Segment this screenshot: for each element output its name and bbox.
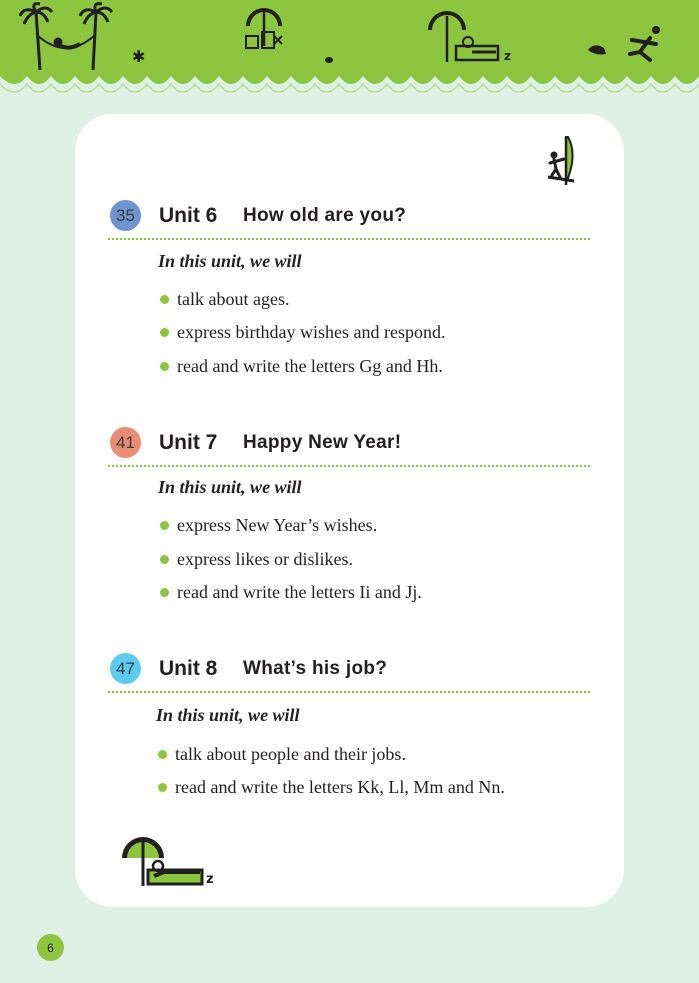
unit-8-section (108, 651, 590, 797)
bullet-icon (160, 295, 169, 304)
bullet-icon (160, 521, 169, 530)
unit-7-number: Unit 7 (159, 431, 218, 454)
bullet-icon (160, 362, 169, 371)
svg-text:z: z (206, 872, 214, 887)
unit-6-title: How old are you? (243, 205, 407, 226)
unit-8-goal-1: talk about people and their jobs. (158, 744, 406, 765)
unit-7-goal-2: express likes or dislikes. (160, 549, 353, 570)
unit-8-number: Unit 8 (159, 657, 218, 680)
bullet-icon (160, 328, 169, 337)
unit-6-section (108, 198, 590, 376)
unit-8-title: What’s his job? (243, 658, 388, 679)
unit-6-page-badge: 35 (110, 200, 141, 231)
bullet-icon (158, 783, 167, 792)
unit-7-section (108, 425, 590, 602)
unit-8-goal-2: read and write the letters Kk, Ll, Mm and Nn. (158, 777, 505, 798)
page-number: 6 (37, 934, 64, 961)
svg-text:z: z (504, 49, 511, 63)
unit-8-intro: In this unit, we will (156, 705, 300, 725)
bullet-icon (160, 588, 169, 597)
unit-6-goal-2: express birthday wishes and respond. (160, 322, 445, 343)
bullet-icon (158, 750, 167, 759)
unit-6-goal-3: read and write the letters Gg and Hh. (160, 356, 443, 377)
sunbather-umbrella-icon (120, 836, 220, 888)
unit-7-title: Happy New Year! (243, 432, 402, 453)
unit-7-goal-3: read and write the letters Ii and Jj. (160, 582, 422, 603)
unit-7-page-badge: 41 (110, 427, 141, 458)
unit-7-goal-1: express New Year’s wishes. (160, 515, 377, 536)
bullet-icon (160, 555, 169, 564)
windsurfer-icon (544, 135, 578, 189)
unit-6-header (108, 198, 590, 240)
unit-6-number: Unit 6 (159, 204, 218, 227)
beach-banner (0, 0, 699, 96)
unit-7-intro: In this unit, we will (158, 477, 302, 497)
unit-6-intro: In this unit, we will (158, 251, 302, 271)
unit-7-header (108, 425, 590, 467)
unit-6-goal-1: talk about ages. (160, 289, 289, 310)
unit-8-page-badge: 47 (110, 653, 141, 684)
unit-8-header (108, 651, 590, 693)
svg-text:✱: ✱ (132, 47, 146, 66)
